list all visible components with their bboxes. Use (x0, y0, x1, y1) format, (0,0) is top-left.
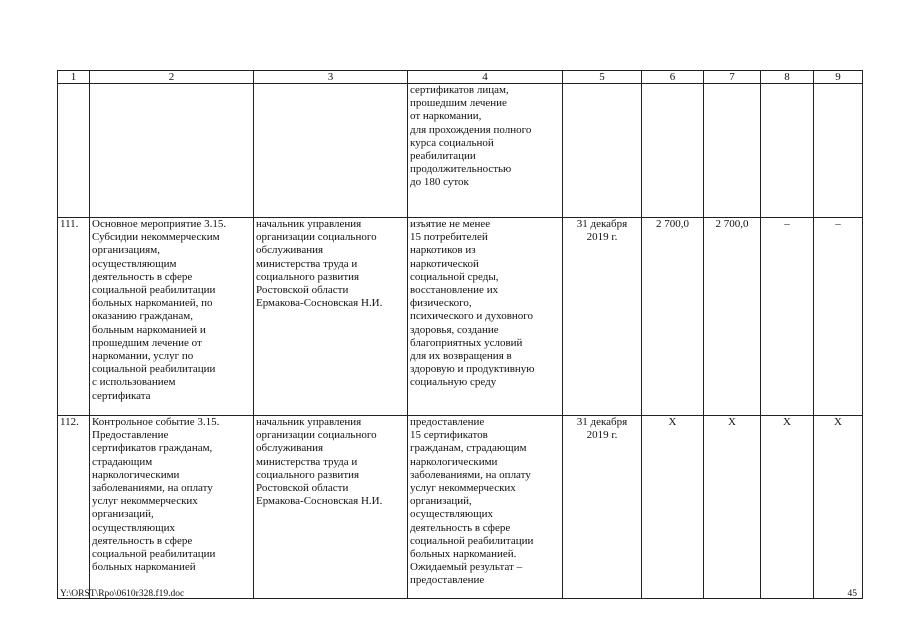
column-header: 9 (814, 71, 863, 84)
deadline-cell (563, 84, 642, 218)
result-cell: сертификатов лицам, прошедшим лечение от наркомании, для прохождения полного курса социальной реабилитации продолжительностью до 180 суток (408, 84, 563, 218)
amount-cell (814, 84, 863, 218)
page-number: 45 (847, 589, 857, 599)
amount-cell: – (761, 218, 814, 416)
responsible-cell: начальник управления организации социального обслуживания министерства труда и социального развития Ростовской области Ермакова-Сосновская Н.И. (254, 416, 408, 599)
amount-cell: Х (704, 416, 761, 599)
program-table (57, 70, 863, 599)
amount-cell: Х (814, 416, 863, 599)
amount-cell: 2 700,0 (704, 218, 761, 416)
amount-cell: Х (761, 416, 814, 599)
responsible-cell (254, 84, 408, 218)
column-header: 7 (704, 71, 761, 84)
amount-cell (761, 84, 814, 218)
event-name-cell: Основное мероприятие 3.15. Субсидии некоммерческим организациям, осуществляющим деятельность в сфере социальной реабилитации больных наркоманией, по оказанию гражданам, больным наркоманией и прошедшим лечение от наркомании, услуг по социальной реабилитации с использованием сертификата (90, 218, 254, 416)
column-number-row (58, 71, 863, 84)
table-row (58, 84, 863, 218)
event-name-cell (90, 84, 254, 218)
column-header: 2 (90, 71, 254, 84)
deadline-cell: 31 декабря 2019 г. (563, 218, 642, 416)
column-header: 4 (408, 71, 563, 84)
event-name-cell: Контрольное событие 3.15. Предоставление сертификатов гражданам, страдающим наркологическими заболеваниями, на оплату услуг некоммерческих организаций, осуществляющих деятельность в сфере социальной реабилитации больных наркоманией (90, 416, 254, 599)
deadline-cell: 31 декабря 2019 г. (563, 416, 642, 599)
amount-cell: 2 700,0 (642, 218, 704, 416)
row-number: 111. (58, 218, 90, 416)
result-cell: предоставление 15 сертификатов гражданам, страдающим наркологическими заболеваниями, на оплату услуг некоммерческих организаций, осуществляющих деятельность в сфере социальной реабилитации больных наркоманией. Ожидаемый результат – предоставление (408, 416, 563, 599)
result-cell: изъятие не менее 15 потребителей наркотиков из наркотической социальной среды, восстановление их физического, психического и духовного здоровья, создание благоприятных условий для их возвращения в здоровую и продуктивную социальную среду (408, 218, 563, 416)
column-header: 3 (254, 71, 408, 84)
column-header: 5 (563, 71, 642, 84)
table-row (58, 218, 863, 416)
amount-cell (642, 84, 704, 218)
row-number: 112. (58, 416, 90, 599)
amount-cell: – (814, 218, 863, 416)
table-row (58, 416, 863, 599)
amount-cell: Х (642, 416, 704, 599)
responsible-cell: начальник управления организации социального обслуживания министерства труда и социального развития Ростовской области Ермакова-Сосновская Н.И. (254, 218, 408, 416)
column-header: 8 (761, 71, 814, 84)
file-path-footer: Y:\ORST\Rpo\0610r328.f19.doc (60, 589, 185, 599)
column-header: 1 (58, 71, 90, 84)
amount-cell (704, 84, 761, 218)
column-header: 6 (642, 71, 704, 84)
row-number (58, 84, 90, 218)
